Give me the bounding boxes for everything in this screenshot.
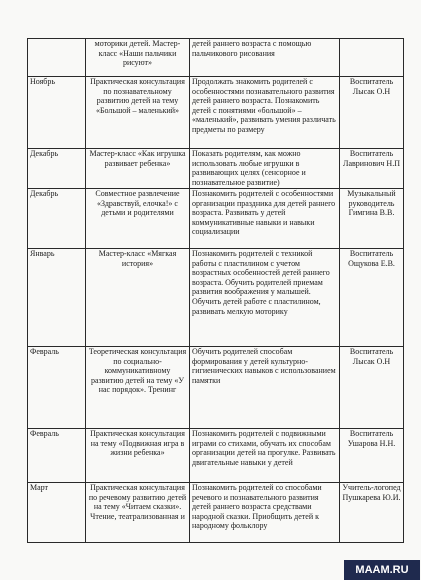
- responsible-cell: Воспитатель Ушарова Н.Н.: [340, 429, 404, 483]
- goal-cell: Познакомить родителей с особенностями организации праздника для детей раннего возраста. Развивать у детей коммуникативные навыки и навыки социализации: [190, 189, 340, 249]
- responsible-cell: Учитель-логопед Пушкарева Ю.И.: [340, 483, 404, 543]
- responsible-cell: [340, 39, 404, 77]
- responsible-cell: Музыкальный руководитель Гимгина В.В.: [340, 189, 404, 249]
- table-body: [28, 39, 404, 543]
- event-form-cell: Совместное развлечение «Здравствуй, елочка!» с детьми и родителями: [86, 189, 190, 249]
- maam-watermark-logo: MAAM.RU: [344, 560, 420, 580]
- goal-cell: Показать родителям, как можно использовать любые игрушки в развивающих целях (сенсорное и познавательное развитие): [190, 149, 340, 189]
- event-form-cell: Практическая консультация по речевому развитию детей на тему «Читаем сказки». Чтение, театрализованная и: [86, 483, 190, 543]
- month-cell: Январь: [28, 249, 86, 347]
- event-form-cell: Теоретическая консультация по социально-коммуникативному развитию детей на тему «У нас порядок». Тренинг: [86, 347, 190, 429]
- table-row: [28, 77, 404, 149]
- goal-cell: Продолжать знакомить родителей с особенностями познавательного развития детей раннего возраста. Познакомить детей с понятиями «большой» – «маленький», развивать умения различать предметы по размеру: [190, 77, 340, 149]
- month-cell: Декабрь: [28, 189, 86, 249]
- event-form-cell: Мастер-класс «Как игрушка развивает ребенка»: [86, 149, 190, 189]
- event-form-cell: моторики детей. Мастер-класс «Наши пальчики рисуют»: [86, 39, 190, 77]
- event-form-cell: Мастер-класс «Мягкая история»: [86, 249, 190, 347]
- table-row: [28, 249, 404, 347]
- responsible-cell: Воспитатель Ощукова Е.В.: [340, 249, 404, 347]
- table-row: [28, 189, 404, 249]
- goal-cell: детей раннего возраста с помощью пальчикового рисования: [190, 39, 340, 77]
- table-row: [28, 483, 404, 543]
- table-row: [28, 429, 404, 483]
- parent-work-plan-table: [27, 38, 404, 543]
- month-cell: Март: [28, 483, 86, 543]
- event-form-cell: Практическая консультация по познавательному развитию детей на тему «Большой – маленький»: [86, 77, 190, 149]
- month-cell: [28, 39, 86, 77]
- month-cell: Декабрь: [28, 149, 86, 189]
- table-row: [28, 347, 404, 429]
- goal-cell: Обучить родителей способам формирования у детей культурно-гигиенических навыков с использованием памятки: [190, 347, 340, 429]
- table-row: [28, 149, 404, 189]
- goal-cell: Познакомить родителей со способами речевого и познавательного развития детей раннего возраста средствами народной сказки. Приобщить детей к народному фольклору: [190, 483, 340, 543]
- month-cell: Ноябрь: [28, 77, 86, 149]
- responsible-cell: Воспитатель Лысак О.Н: [340, 347, 404, 429]
- goal-cell: Познакомить родителей с подвижными играми со стихами, обучать их способам организации детей на прогулке. Развивать двигательные навыки у детей: [190, 429, 340, 483]
- month-cell: Февраль: [28, 347, 86, 429]
- goal-cell: Познакомить родителей с техникой работы с пластилином с учетом возрастных особенностей детей раннего возраста. Обучить родителей приемам развития воображения у малышей. Обучить детей работе с пластилином, развивать мелкую моторику: [190, 249, 340, 347]
- event-form-cell: Практическая консультация на тему «Подвижная игра в жизни ребенка»: [86, 429, 190, 483]
- table-row: [28, 39, 404, 77]
- responsible-cell: Воспитатель Лавринович Н.П: [340, 149, 404, 189]
- responsible-cell: Воспитатель Лысак О.Н: [340, 77, 404, 149]
- month-cell: Февраль: [28, 429, 86, 483]
